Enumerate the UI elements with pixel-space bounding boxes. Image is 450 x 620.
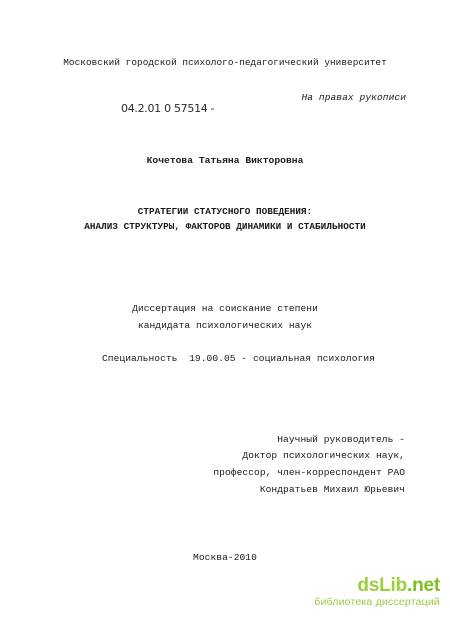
university-name: Московский городской психолого-педагогический университет: [63, 57, 387, 68]
degree-line-2: кандидата психологических наук: [137, 320, 313, 331]
dslib-watermark: [300, 576, 440, 608]
watermark-logo: [300, 576, 440, 596]
author-name: Кочетова Татьяна Викторовна: [146, 155, 304, 166]
supervisor-degree: Доктор психологических наук,: [242, 450, 405, 461]
city-year: Москва-2010: [193, 552, 257, 563]
watermark-brand-ds: ds: [357, 575, 380, 596]
watermark-brand-net: .net: [407, 575, 440, 596]
degree-line-1: Диссертация на соискание степени: [132, 303, 318, 314]
supervisor-role: Научный руководитель -: [277, 434, 405, 445]
specialty-code: Специальность 19.00.05 - социальная психология: [102, 353, 375, 364]
dissertation-title-line-1: СТРАТЕГИИ СТАТУСНОГО ПОВЕДЕНИЯ:: [137, 206, 313, 217]
watermark-subtitle: библиотека диссертаций: [314, 596, 440, 608]
supervisor-titles: профессор, член-корреспондент РАО: [213, 467, 405, 478]
supervisor-name: Кондратьев Михаил Юрьевич: [259, 484, 405, 495]
manuscript-rights-note: На правах рукописи: [301, 92, 406, 103]
dissertation-title-line-2: АНАЛИЗ СТРУКТУРЫ, ФАКТОРОВ ДИНАМИКИ И СТАБИЛЬНОСТИ: [84, 221, 366, 232]
watermark-brand-lib: Lib: [379, 575, 408, 596]
library-shelfmark: 04.2.01 0 57514 -: [121, 102, 215, 115]
